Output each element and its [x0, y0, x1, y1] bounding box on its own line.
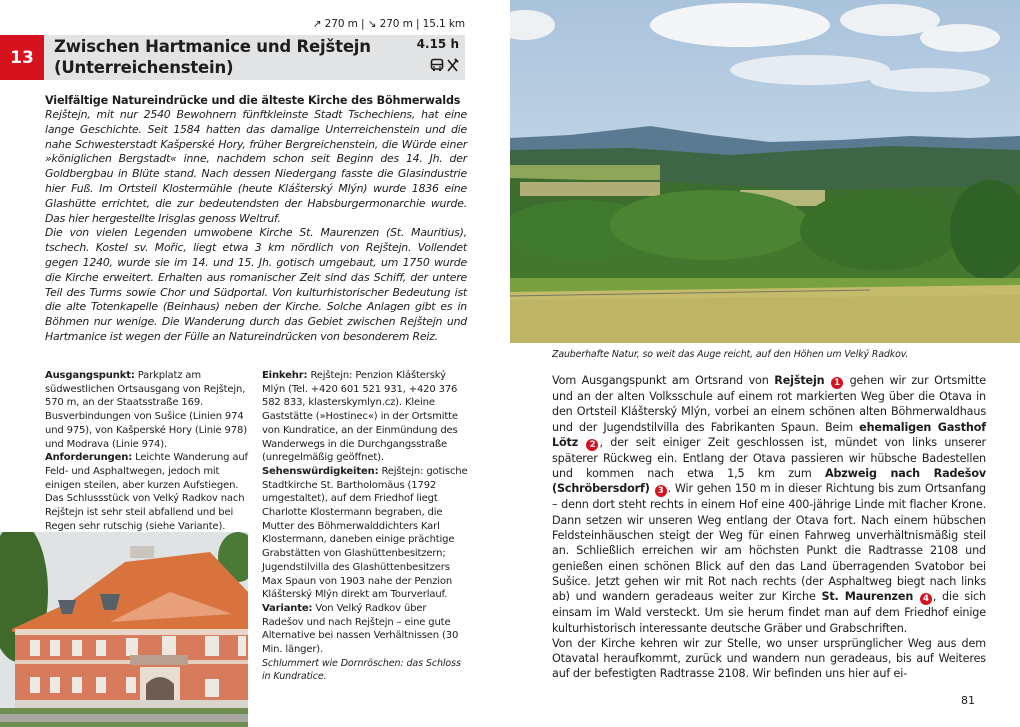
tour-stats: ↗ 270 m | ↘ 270 m | 15.1 km	[312, 18, 465, 30]
tour-number-badge: 13	[0, 35, 44, 80]
info-start	[45, 369, 253, 451]
route-text: . Wir gehen 150 m in dieser Richtung bis zum Ortsanfang – denn dort steht rechts in einem Hof eine 400-jährige Linde mit flacher Krone. Dann setzen wir unseren Weg entlang der Otava fort. Nach einem hübschen Feldsteinhäuschen steigt der Weg für einen Fahrweg unverhältnismäßig steil an. Schließlich erreichen wir am höchsten Punkt die Radtrasse 2108 und genießen einen schönen Blick auf den das Land überragenden Svatobor bei Sušice. Jetzt gehen wir mit Rot nach rechts (der Asphaltweg biegt nach links ab) und wandern geradeaus weiter zur Kirche	[552, 482, 987, 604]
waypoint-marker-4: 4	[920, 593, 932, 605]
tour-title-line1: Zwischen Hartmanice und Rejštejn	[54, 37, 371, 56]
route-paragraph	[552, 373, 986, 636]
info-column-right	[262, 369, 469, 657]
bus-icon	[430, 58, 444, 72]
info-label: Ausgangspunkt:	[45, 370, 135, 381]
route-text: gehen wir zur Ortsmitte und an der alten Volksschule auf einem rot markierten Weg über die Otava in den Ortsteil Klášterský Mlýn, vorbei an einem schönen alten Böhmerwaldhaus und der Jugendstilvilla des Fabrikanten Spaun. Beim	[552, 374, 987, 434]
intro-paragraph: Rejštejn, mit nur 2540 Bewohnern fünftkleinste Stadt Tschechiens, hat eine lange Geschichte. Seit 1584 hatten das damalige Unterreichenstein und die nahe Schwesterstadt Kašperské Hory, früher Bergreichenstein, die Würde einer »königlichen Bergstadt« inne, nachdem schon seit Beginn des 14. Jh. der Goldbergbau in Blüte stand. Nach dessen Niedergang fasste die Glasindustrie hier Fuß. Im Ortsteil Klostermühle (heute Klášterský Mlýn) wurde 1836 eine Glashütte errichtet, die zur bedeutendsten der Habsburgermonarchie wurde. Das hier hergestellte Irisglas genoss Weltruf.	[45, 108, 467, 225]
info-requirements	[45, 451, 253, 533]
waypoint-name: St. Maurenzen	[821, 590, 914, 604]
route-description	[552, 373, 986, 682]
info-label: Einkehr:	[262, 370, 308, 381]
info-label: Variante:	[262, 602, 313, 614]
route-text: , die sich einsam im Wald versteckt. Um sie herum findet man auf dem Friedhof einige kulturhistorisch interessante deutsche Gräber und Grabschriften.	[552, 590, 986, 635]
info-label: Sehenswürdigkeiten:	[262, 465, 379, 477]
page-number: 81	[961, 694, 975, 707]
tour-duration: 4.15 h	[416, 37, 459, 51]
info-text: Leichte Wanderung auf Feld- und Asphaltwegen, jedoch mit einigen steilen, aber kurzen Aufstiegen. Das Schlussstück von Velký Radkov nach Rejštejn ist sehr steil abfallend und bei Regen sehr rutschig (siehe Variante).	[45, 452, 248, 532]
info-text: Parkplatz am südwestlichen Ortsausgang von Rejštejn, 570 m, an der Staatsstraße 169. Busverbindungen von Sušice (Linien 974 und 975), von Kašperské Hory (Linie 978) und Modrava (Linie 974).	[45, 370, 247, 450]
castle-caption: Schlummert wie Dornröschen: das Schloss in Kundratice.	[262, 658, 461, 682]
title-bar	[44, 35, 465, 80]
route-text: , der seit einiger Zeit geschlossen ist, mündet von links unserer späterer Rückweg ein. Entlang der Otava passieren wir hübsche Badestellen und kommen nach etwa 1,5 km zum	[552, 435, 987, 481]
right-page	[510, 0, 1020, 727]
intro-paragraph: Die von vielen Legenden umwobene Kirche St. Maurenzen (St. Mauritius), tschech. Kostel sv. Mořic, liegt etwa 3 km nördlich von Rejštejn. Vollendet gegen 1240, wurde sie im 14. und 15. Jh. gotisch umgebaut, um 1750 wurde die Kirche erweitert. Erhalten aus romanischer Zeit sind das Schiff, der untere Teil des Turms sowie Chor und Südportal. Von kulturhistorischer Bedeutung ist die alte Totenkapelle (Beinhaus) neben der Kirche. Solche Anlagen gibt es in Böhmen nur wenige. Die Wanderung durch das Gebiet zwischen Rejštejn und Hartmanice ist wegen der Fülle an Natureindrücken von besonderem Reiz.	[45, 226, 467, 343]
waypoint-name: Abzweig nach Radešov (Schröbersdorf)	[552, 467, 986, 496]
tour-title-line2: (Unterreichenstein)	[54, 58, 234, 77]
info-text: Rejštejn: gotische Stadtkirche St. Bartholomäus (1792 umgestaltet), auf dem Friedhof liegt Charlotte Klostermann begraben, die Mutter des Böhmerwalddichters Karl Klostermann, daneben einige prächtige Grabstätten von Glashüttenbesitzern; Jugendstilvilla des Glashüttenbesitzers Max Spaun von 1903 nahe der Penzion Klášterský Mlýn direkt am Tourverlauf.	[262, 465, 468, 601]
route-paragraph: Von der Kirche kehren wir zur Stelle, wo unser ursprünglicher Weg aus dem Otavatal heraufkommt, zurück und wandern nun geradeaus, bis auf Weiteres auf der befestigten Radtrasse 2108. Wir befinden uns hier auf ei-	[552, 636, 986, 681]
route-text: Vom Ausgangspunkt am Ortsrand von	[552, 374, 775, 387]
left-page	[0, 0, 500, 727]
info-label: Anforderungen:	[45, 452, 133, 464]
waypoint-marker-2: 2	[586, 439, 598, 451]
castle-photo	[0, 532, 248, 727]
waypoint-name: ehemaligen Gasthof Lötz	[552, 420, 986, 449]
waypoint-name: Rejštejn	[774, 374, 825, 387]
tour-title	[54, 36, 371, 78]
landscape-caption: Zauberhafte Natur, so weit das Auge reicht, auf den Höhen um Velký Radkov.	[552, 349, 909, 360]
intro-heading: Vielfältige Natureindrücke und die älteste Kirche des Böhmerwalds	[45, 94, 461, 107]
info-text: Rejštejn: Penzion Klášterský Mlýn (Tel. +420 601 521 931, +420 376 582 833, klasterskymlyn.cz). Kleine Gaststätte (»Hostinec«) in der Ortsmitte von Kundratice, an der Einmündung des Wanderwegs in die Durchgangsstraße (unregelmäßig geöffnet).	[262, 370, 458, 464]
waypoint-marker-1: 1	[831, 377, 843, 389]
info-text: Von Velký Radkov über Radešov und nach Rejštejn – eine gute Alternative bei nassen Verhältnissen (30 Min. länger).	[262, 602, 459, 656]
info-food	[262, 369, 469, 465]
waypoint-marker-3: 3	[655, 485, 667, 497]
landscape-photo	[510, 0, 1020, 343]
tour-icons	[430, 58, 459, 72]
intro-text	[45, 108, 467, 345]
info-variant	[262, 602, 469, 657]
restaurant-icon	[446, 58, 459, 72]
info-column-left	[45, 369, 253, 533]
info-sights	[262, 465, 469, 602]
